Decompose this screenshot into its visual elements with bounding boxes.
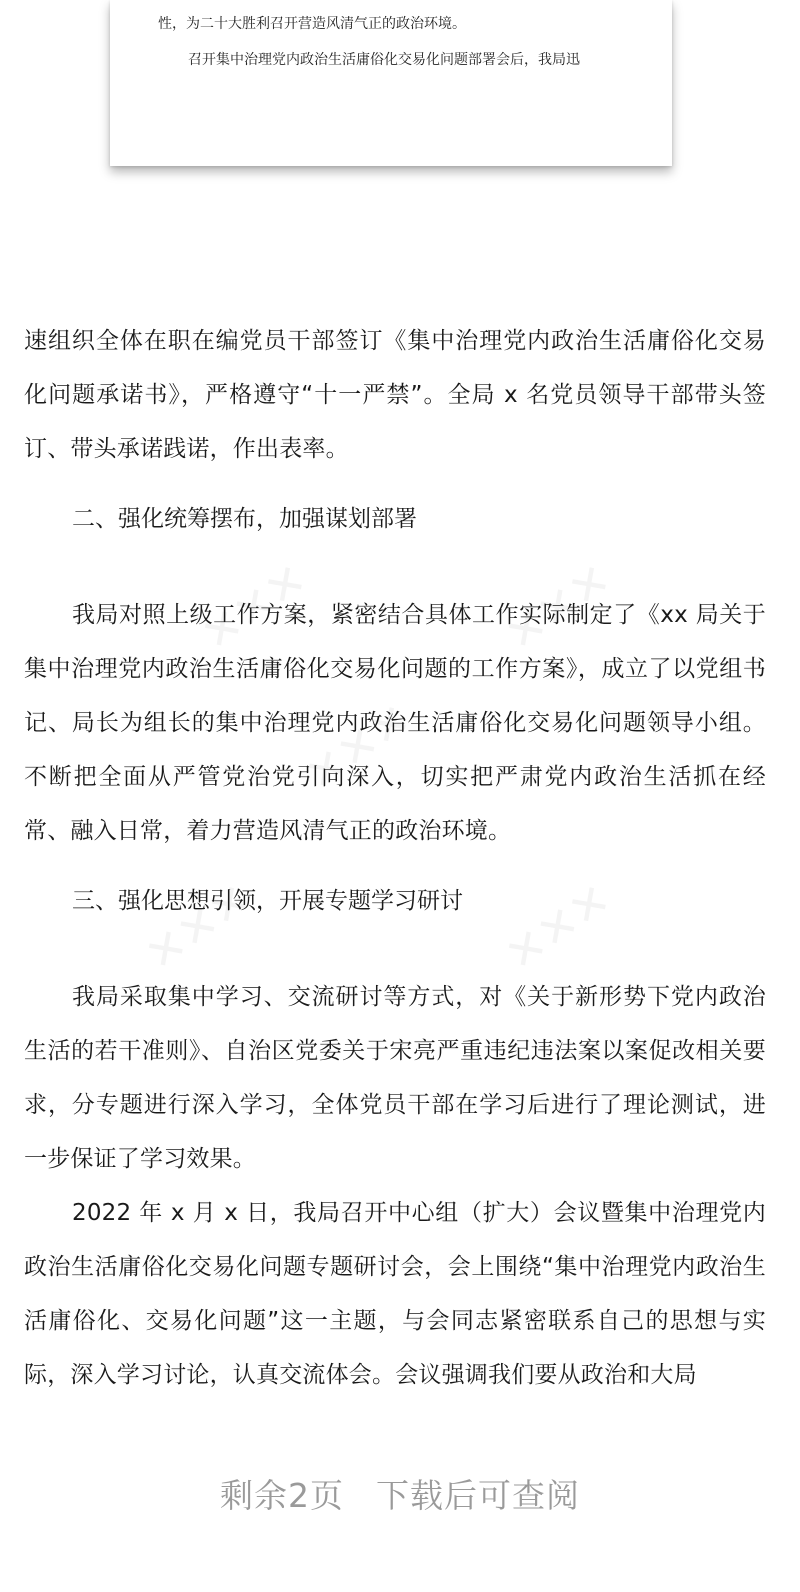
- remaining-pages-label: 剩余2页: [220, 1476, 344, 1515]
- download-to-view-label: 下载后可查阅: [376, 1476, 580, 1515]
- paragraph: 2022 年 x 月 x 日，我局召开中心组（扩大）会议暨集中治理党内政治生活庸俗化交易化问题专题研讨会，会上围绕“集中治理党内政治生活庸俗化、交易化问题”这一主题，与会同志紧密联系自己的思想与实际，深入学习讨论，认真交流体会。会议强调我们要从政治和大局: [24, 1200, 766, 1388]
- document-body: [24, 314, 766, 1402]
- download-prompt-bar: [0, 1440, 800, 1540]
- paragraph: 我局采取集中学习、交流研讨等方式，对《关于新形势下党内政治生活的若干准则》、自治区党委关于宋亮严重违纪违法案以案促改相关要求，分专题进行深入学习，全体党员干部在学习后进行了理论测试，进一步保证了学习效果。: [24, 984, 766, 1172]
- preview-line: 召开集中治理党内政治生活庸俗化交易化问题部署会后，我局迅: [188, 52, 580, 68]
- paragraph: 我局对照上级工作方案，紧密结合具体工作实际制定了《xx 局关于集中治理党内政治生活庸俗化交易化问题的工作方案》，成立了以党组书记、局长为组长的集中治理党内政治生活庸俗化交易化问题领导小组。不断把全面从严管党治党引向深入，切实把严肃党内政治生活抓在经常、融入日常，着力营造风清气正的政治环境。: [24, 602, 766, 844]
- section-heading: 三、强化思想引领，开展专题学习研讨: [72, 888, 463, 914]
- section-heading: 二、强化统筹摆布，加强谋划部署: [72, 506, 417, 532]
- document-page-preview: [110, 0, 672, 166]
- paragraph: 速组织全体在职在编党员干部签订《集中治理党内政治生活庸俗化交易化问题承诺书》，严格遵守“十一严禁”。全局 x 名党员领导干部带头签订、带头承诺践诺，作出表率。: [24, 328, 766, 462]
- preview-line: 性，为二十大胜利召开营造风清气正的政治环境。: [158, 16, 466, 32]
- download-prompt-button[interactable]: [220, 1470, 580, 1517]
